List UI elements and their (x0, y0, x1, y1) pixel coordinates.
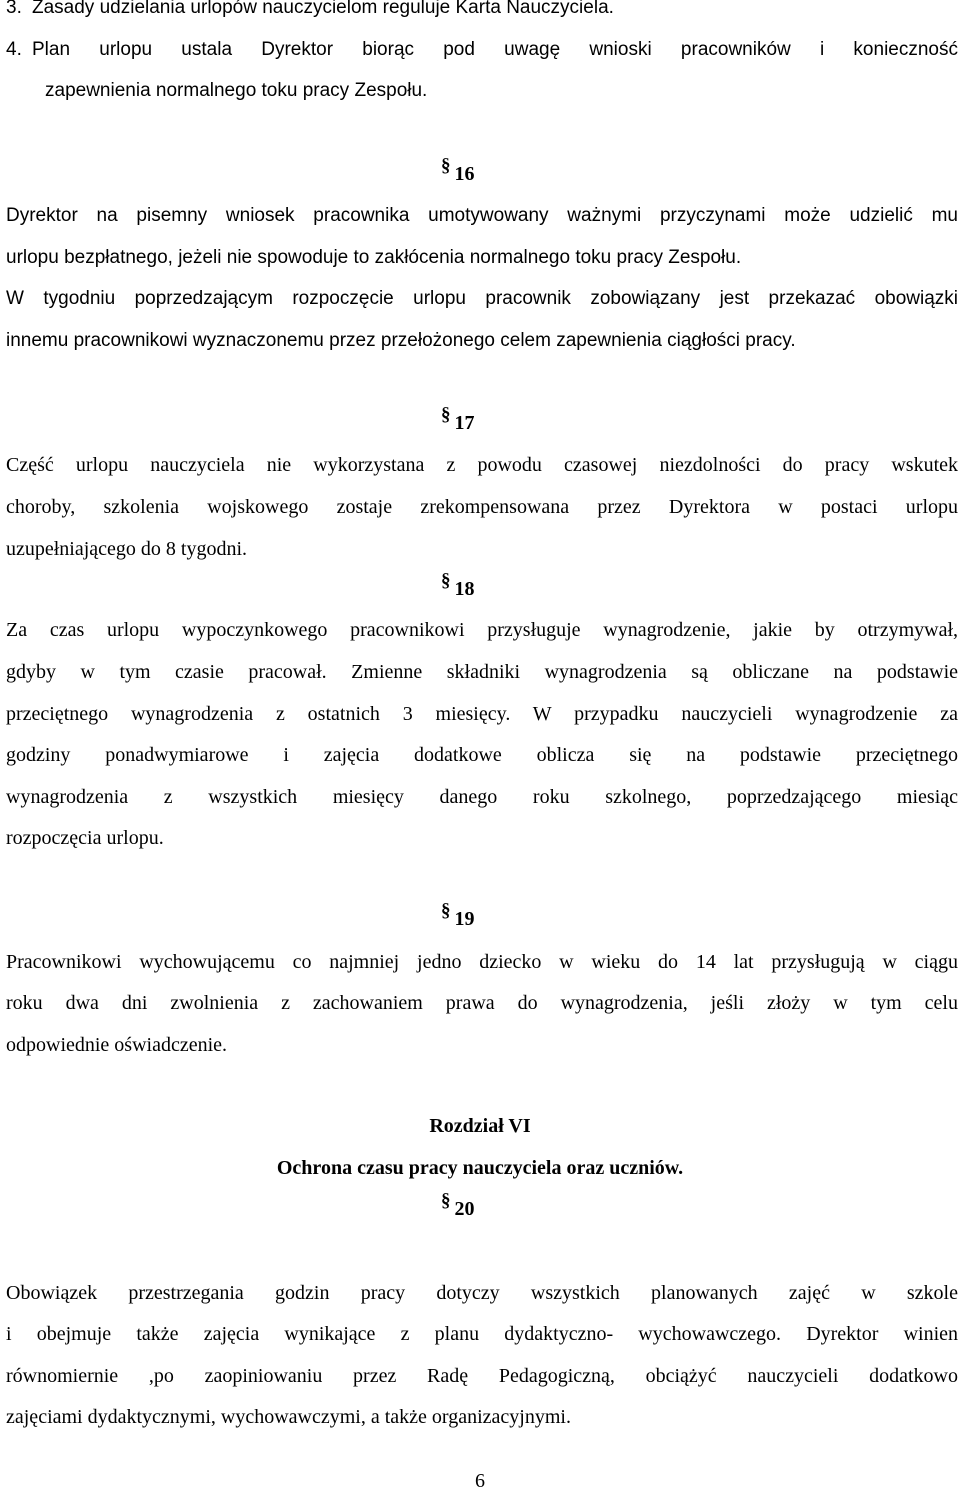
paragraph-line: równomiernie ,po zaopiniowaniu przez Radę Pedagogiczną, obciążyć nauczycieli dodatkowo (6, 1365, 958, 1387)
section-symbol: § (441, 155, 451, 176)
paragraph-line: Za czas urlopu wypoczynkowego pracownikowi przysługuje wynagrodzenie, jakie by otrzymywał, (6, 619, 958, 641)
list-item-text: Plan urlopu ustala Dyrektor biorąc pod uwagę wnioski pracowników i konieczność (32, 39, 958, 60)
paragraph-line: godziny ponadwymiarowe i zajęcia dodatkowe oblicza się na podstawie przeciętnego (6, 744, 958, 766)
paragraph-line: choroby, szkolenia wojskowego zostaje zrekompensowana przez Dyrektora w postaci urlopu (6, 496, 958, 518)
section-number: 20 (454, 1198, 475, 1220)
chapter-title: Rozdział VI (429, 1115, 531, 1137)
paragraph-line: i obejmuje także zajęcia wynikające z planu dydaktyczno- wychowawczego. Dyrektor winien (6, 1323, 958, 1345)
paragraph-line: W tygodniu poprzedzającym rozpoczęcie urlopu pracownik zobowiązany jest przekazać obowiązki (6, 288, 958, 309)
paragraph-line: wynagrodzenia z wszystkich miesięcy danego roku szkolnego, poprzedzającego miesiąc (6, 786, 958, 808)
section-heading-17 (441, 404, 475, 436)
paragraph-line: Obowiązek przestrzegania godzin pracy dotyczy wszystkich planowanych zajęć w szkole (6, 1282, 958, 1304)
section-number: 19 (454, 908, 475, 930)
paragraph-line: odpowiednie oświadczenie. (6, 1034, 228, 1056)
section-number: 18 (454, 578, 475, 600)
paragraph-line: Część urlopu nauczyciela nie wykorzystana z powodu czasowej niezdolności do pracy wskutek (6, 454, 958, 476)
section-symbol: § (441, 900, 451, 921)
section-heading-19 (441, 900, 475, 932)
list-item-4 (6, 38, 958, 62)
section-number: 17 (454, 412, 475, 434)
section-number: 16 (454, 163, 475, 185)
section-heading-18 (441, 570, 475, 602)
paragraph-line: gdyby w tym czasie pracował. Zmienne składniki wynagrodzenia są obliczane na podstawie (6, 661, 958, 683)
section-heading-20 (441, 1190, 475, 1222)
paragraph-line: roku dwa dni zwolnienia z zachowaniem prawa do wynagrodzenia, jeśli złoży w tym celu (6, 992, 958, 1014)
section-symbol: § (441, 570, 451, 591)
paragraph-line: innemu pracownikowi wyznaczonemu przez przełożonego celem zapewnienia ciągłości pracy. (6, 330, 796, 351)
list-item-3 (6, 0, 614, 20)
paragraph-line: uzupełniającego do 8 tygodni. (6, 538, 248, 560)
section-symbol: § (441, 404, 451, 425)
paragraph-line: rozpoczęcia urlopu. (6, 827, 164, 849)
list-item-4-continuation: zapewnienia normalnego toku pracy Zespołu. (45, 80, 428, 101)
paragraph-line: urlopu bezpłatnego, jeżeli nie spowoduje to zakłócenia normalnego toku pracy Zespołu. (6, 247, 742, 268)
page-number: 6 (475, 1470, 485, 1492)
list-item-number: 4. (6, 39, 22, 60)
section-heading-16 (441, 155, 475, 187)
paragraph-line: Pracownikowi wychowującemu co najmniej jedno dziecko w wieku do 14 lat przysługują w ciągu (6, 951, 958, 973)
list-item-number: 3. (6, 0, 22, 18)
list-item-text: Zasady udzielania urlopów nauczycielom reguluje Karta Nauczyciela. (32, 0, 614, 18)
section-symbol: § (441, 1190, 451, 1211)
paragraph-line: Dyrektor na pisemny wniosek pracownika umotywowany ważnymi przyczynami może udzielić mu (6, 205, 958, 226)
paragraph-line: przeciętnego wynagrodzenia z ostatnich 3 miesięcy. W przypadku nauczycieli wynagrodzenie za (6, 703, 958, 725)
paragraph-line: zajęciami dydaktycznymi, wychowawczymi, a także organizacyjnymi. (6, 1406, 571, 1428)
chapter-subtitle: Ochrona czasu pracy nauczyciela oraz uczniów. (276, 1157, 684, 1179)
